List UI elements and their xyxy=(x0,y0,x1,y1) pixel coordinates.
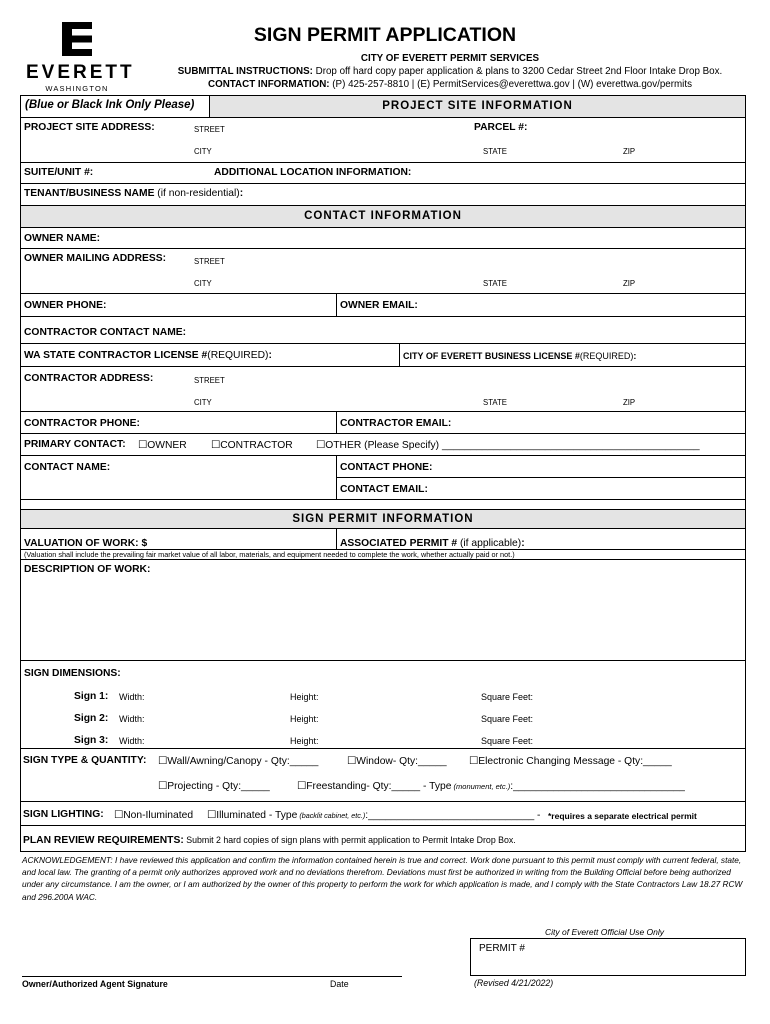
contractor-phone-field[interactable]: CONTRACTOR PHONE: xyxy=(24,418,140,429)
logo-subtitle: WASHINGTON xyxy=(45,84,109,93)
contact-email-field[interactable]: CONTACT EMAIL: xyxy=(340,484,428,495)
illuminated-checkbox[interactable]: ☐Illuminated - Type (backlit cabinet, etc.):_____________________________ - xyxy=(207,810,541,821)
sign-1-width-field[interactable]: Width: xyxy=(119,692,145,702)
project-site-heading: PROJECT SITE INFORMATION xyxy=(210,96,745,117)
description-of-work-field[interactable]: DESCRIPTION OF WORK: xyxy=(21,560,745,661)
window-checkbox[interactable]: ☐Window- Qty:_____ xyxy=(347,756,447,767)
electronic-message-checkbox[interactable]: ☐Electronic Changing Message - Qty:_____ xyxy=(469,756,672,767)
contractor-phone-email-row xyxy=(21,412,745,434)
freestanding-checkbox[interactable]: ☐Freestanding- Qty:_____ - Type (monument, etc.):______________________________ xyxy=(297,781,685,792)
electrical-permit-note: *requires a separate electrical permit xyxy=(548,811,697,821)
acknowledgement-text: ACKNOWLEDGEMENT: I have reviewed this application and confirm the information contained herein is true and correct. Work done pursuant to this permit must comply with current federal, state, and local law. The granting of a permit only authorizes approved work and no deviations therefrom. Deviations must first be authorized in writing from the Building Official before being authorized under any circumstance. I am the owner, or I am authorized by the owner of this property to perform the work for which application is made, and I comply with the State Contractors Law 18.27 RCW and 296.200A WAC. xyxy=(22,855,743,902)
signature-label: Owner/Authorized Agent Signature xyxy=(22,979,168,989)
owner-name-field[interactable]: OWNER NAME: xyxy=(21,228,745,249)
sign-type-block: SIGN TYPE & QUANTITY: ☐Wall/Awning/Canopy - Qty:_____ ☐Window- Qty:_____ ☐Electronic Changing Message - Qty:_____ ☐Projecting - Qty:_____ ☐Freestanding- Qty:_____ - Type (monument, etc.):______________________________ xyxy=(21,749,745,802)
contact-name-row xyxy=(21,456,745,500)
city-business-license-field[interactable]: CITY OF EVERETT BUSINESS LICENSE #(REQUIRED): xyxy=(403,351,637,361)
sign-1-sqft-field[interactable]: Square Feet: xyxy=(481,692,534,702)
license-row xyxy=(21,344,745,367)
ink-note: (Blue or Black Ink Only Please) xyxy=(25,99,195,111)
primary-contact-row: PRIMARY CONTACT: ☐OWNER ☐CONTRACTOR ☐OTHER (Please Specify) _____________________________________________ xyxy=(21,434,745,456)
valuation-row xyxy=(21,529,745,560)
primary-contact-owner-checkbox[interactable]: ☐OWNER xyxy=(138,440,187,451)
owner-mailing-address-field[interactable]: OWNER MAILING ADDRESS: STREET CITY STATE ZIP xyxy=(21,249,745,294)
sign-dimensions-block: SIGN DIMENSIONS: Sign 1: Width: Height: Square Feet: Sign 2: Width: Height: Square Feet: Sign 3: Width: Height: Square Feet: xyxy=(21,661,745,749)
everett-logo xyxy=(26,22,135,94)
non-illuminated-checkbox[interactable]: ☐Non-Iluminated xyxy=(114,810,194,821)
sign-3-width-field[interactable]: Width: xyxy=(119,736,145,746)
sign-2-sqft-field[interactable]: Square Feet: xyxy=(481,714,534,724)
signature-line[interactable] xyxy=(22,976,402,977)
associated-permit-field[interactable]: ASSOCIATED PERMIT # (if applicable): xyxy=(340,538,525,549)
tenant-business-field[interactable]: TENANT/BUSINESS NAME (if non-residential): xyxy=(21,184,745,206)
owner-phone-email-row xyxy=(21,294,745,317)
project-address-field[interactable]: PROJECT SITE ADDRESS: STREET PARCEL #: CITY STATE ZIP xyxy=(21,118,745,163)
valuation-field[interactable]: VALUATION OF WORK: $ xyxy=(24,538,148,549)
wall-awning-checkbox[interactable]: ☐Wall/Awning/Canopy - Qty:_____ xyxy=(158,756,319,767)
header-line-1: CITY OF EVERETT PERMIT SERVICES xyxy=(360,53,540,64)
primary-contact-other-checkbox[interactable]: ☐OTHER (Please Specify) _____________________________________________ xyxy=(316,440,700,451)
owner-phone-field[interactable]: OWNER PHONE: xyxy=(24,300,107,311)
city-logo-icon xyxy=(62,22,92,56)
submittal-instructions: SUBMITTAL INSTRUCTIONS: Drop off hard copy paper application & plans to 3200 Cedar Street 2nd Floor Intake Drop Box. xyxy=(177,66,723,77)
contractor-contact-name-field[interactable]: CONTRACTOR CONTACT NAME: xyxy=(21,317,745,344)
valuation-note: (Valuation shall include the prevailing fair market value of all labor, materials, and equipment needed to complete the work, whether actually paid or not.) xyxy=(24,550,515,559)
revision-date: (Revised 4/21/2022) xyxy=(474,978,554,988)
sign-3-sqft-field[interactable]: Square Feet: xyxy=(481,736,534,746)
contact-name-field[interactable]: CONTACT NAME: xyxy=(24,462,111,473)
application-form xyxy=(20,95,746,852)
contact-info-heading: CONTACT INFORMATION xyxy=(21,206,745,228)
project-heading-row xyxy=(21,96,745,118)
date-label: Date xyxy=(330,979,349,989)
plan-review-row: PLAN REVIEW REQUIREMENTS: Submit 2 hard copies of sign plans with permit application to Permit Intake Drop Box. xyxy=(23,835,516,846)
projecting-checkbox[interactable]: ☐Projecting - Qty:_____ xyxy=(158,781,270,792)
logo-wordmark: EVERETT xyxy=(26,62,135,83)
official-use-label: City of Everett Official Use Only xyxy=(545,927,665,937)
contractor-address-field[interactable]: CONTRACTOR ADDRESS: STREET CITY STATE ZIP xyxy=(21,367,745,412)
contact-phone-field[interactable]: CONTACT PHONE: xyxy=(340,462,433,473)
sign-3-height-field[interactable]: Height: xyxy=(290,736,319,746)
wa-contractor-license-field[interactable]: WA STATE CONTRACTOR LICENSE #(REQUIRED): xyxy=(24,350,272,361)
sign-2-width-field[interactable]: Width: xyxy=(119,714,145,724)
suite-unit-field[interactable]: SUITE/UNIT #: ADDITIONAL LOCATION INFORMATION: xyxy=(21,163,745,184)
sign-lighting-row: SIGN LIGHTING: ☐Non-Iluminated ☐Illuminated - Type (backlit cabinet, etc.):_____________________________ - *requires a separate electrical permit xyxy=(21,802,745,826)
sign-2-height-field[interactable]: Height: xyxy=(290,714,319,724)
primary-contact-contractor-checkbox[interactable]: ☐CONTRACTOR xyxy=(211,440,293,451)
official-use-box xyxy=(470,938,746,976)
contractor-email-field[interactable]: CONTRACTOR EMAIL: xyxy=(340,418,452,429)
page-title: SIGN PERMIT APPLICATION xyxy=(253,24,517,46)
sign-1-height-field[interactable]: Height: xyxy=(290,692,319,702)
owner-email-field[interactable]: OWNER EMAIL: xyxy=(340,300,418,311)
permit-number-label: PERMIT # xyxy=(479,943,525,954)
sign-permit-heading: SIGN PERMIT INFORMATION xyxy=(21,510,745,529)
contact-information-line: CONTACT INFORMATION: (P) 425-257-8810 | (E) PermitServices@everettwa.gov | (W) everettwa.gov/permits xyxy=(208,79,692,90)
